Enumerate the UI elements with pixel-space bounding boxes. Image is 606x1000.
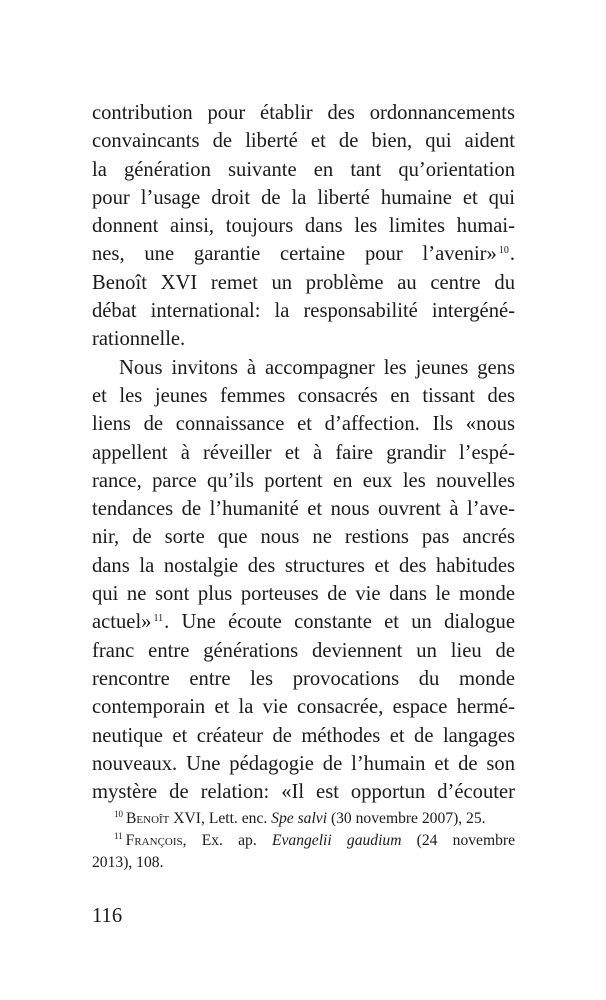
footnote-number: 11 (114, 831, 123, 841)
text-line: nir, de sorte que nous ne restions pas ancrés (92, 526, 515, 549)
paragraph-2 (92, 354, 515, 807)
footnote-text: (30 novembre 2007), 25. (327, 810, 486, 827)
text-line: qui ne sont plus porteuses de vie dans le monde (92, 583, 515, 606)
paragraph-1 (92, 99, 515, 354)
footnote-ref-10[interactable]: 10 (498, 245, 509, 257)
footnote-11-continuation: 2013), 108. (92, 854, 164, 871)
text-line: mystère de relation: «Il est opportun d’écouter (92, 781, 515, 804)
footnotes (92, 808, 515, 874)
text-line: rencontre entre les provocations du monde (92, 667, 515, 690)
text-line: rationnelle. (92, 328, 186, 351)
text-line: Nous invitons à accompagner les jeunes gens (119, 356, 515, 379)
text-line: convaincants de liberté et de bien, qui aident (92, 130, 515, 153)
text-segment: . Une écoute constante et un dialogue (164, 611, 515, 634)
footnote-text: , Ex. ap. (182, 832, 272, 849)
text-line: liens de connaissance et d’affection. Ils «nous (92, 413, 515, 436)
text-segment: nes, une garantie certaine pour l’avenir» (92, 243, 497, 266)
text-line-with-note (92, 240, 515, 268)
text-line: franc entre générations deviennent un lieu de (92, 639, 515, 662)
text-line: appellent à réveiller et à faire grandir l’espé- (92, 441, 515, 464)
text-line: la génération suivante en tant qu’orientation (92, 158, 515, 181)
text-segment: . (509, 243, 515, 266)
footnote-title: Evangelii gaudium (271, 832, 402, 849)
text-line: donnent ainsi, toujours dans les limites humai- (92, 215, 515, 238)
footnote-author: Benoît XVI (126, 810, 202, 827)
footnote-10 (92, 808, 515, 830)
text-line: dans la nostalgie des structures et des habitudes (92, 554, 515, 577)
text-line: débat international: la responsabilité intergéné- (92, 300, 515, 323)
main-text (92, 99, 515, 806)
text-line: nouveaux. Une pédagogie de l’humain et de son (92, 752, 515, 775)
text-line: tendances de l’humanité et nous ouvrent à l’ave- (92, 498, 515, 521)
footnote-author: François (125, 832, 183, 849)
footnote-ref-11[interactable]: 11 (153, 613, 164, 625)
text-line: Benoît XVI remet un problème au centre du (92, 271, 515, 294)
text-line: neutique et créateur de méthodes et de langages (92, 724, 515, 747)
text-line: et les jeunes femmes consacrés en tissant des (92, 384, 515, 407)
text-line: rance, parce qu’ils portent en eux les nouvelles (92, 469, 515, 492)
text-line-with-note (92, 608, 515, 636)
text-segment: actuel» (92, 611, 152, 634)
footnote-title: Spe salvi (271, 810, 328, 827)
text-line: pour l’usage droit de la liberté humaine et qui (92, 186, 515, 209)
footnote-11 (92, 830, 515, 852)
text-line: contemporain et la vie consacrée, espace hermé- (92, 696, 515, 719)
footnote-number: 10 (114, 809, 123, 819)
text-line: contribution pour établir des ordonnancements (92, 102, 515, 124)
page-number: 116 (92, 905, 123, 927)
footnote-text: , Lett. enc. (201, 810, 272, 827)
footnote-text: (24 novembre (401, 832, 516, 849)
